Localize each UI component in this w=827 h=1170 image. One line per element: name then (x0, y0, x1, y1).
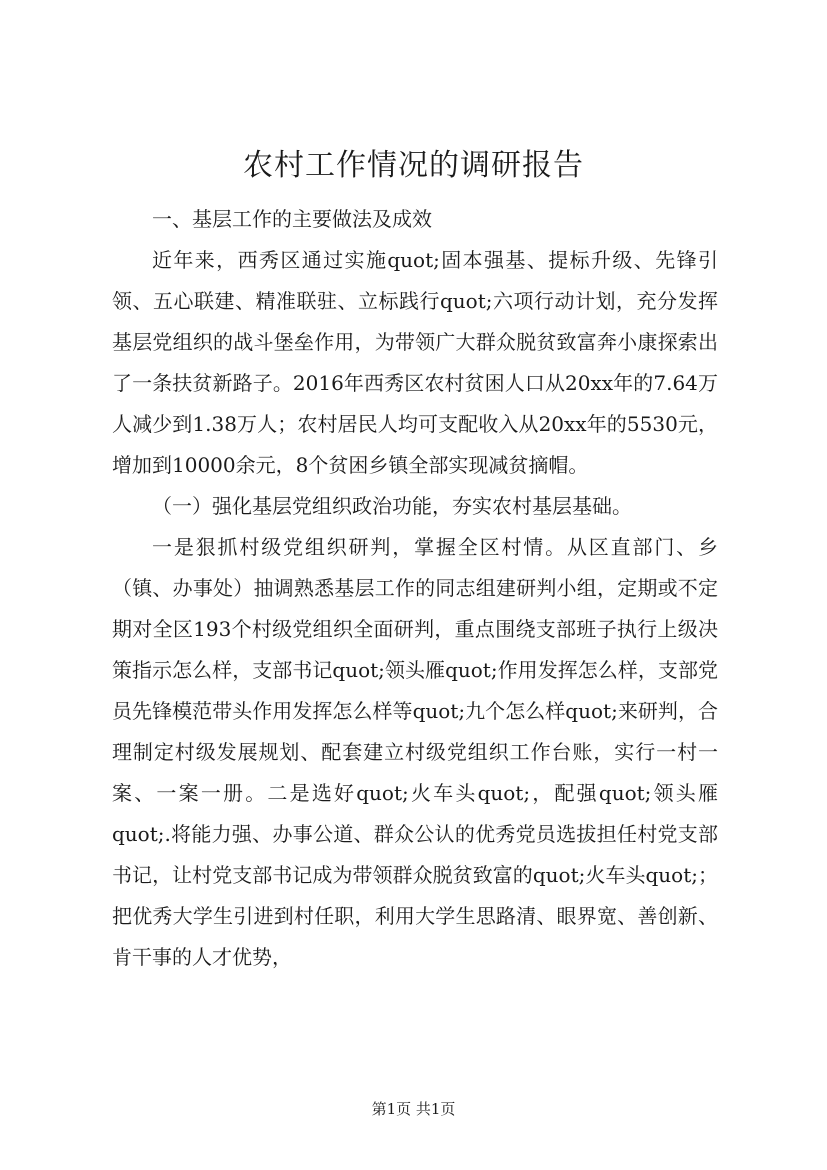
body-paragraph: 近年来，西秀区通过实施quot;固本强基、提标升级、先锋引领、五心联建、精准联驻、立标践行quot;六项行动计划，充分发挥基层党组织的战斗堡垒作用，为带领广大群众脱贫致富奔小康探索出了一条扶贫新路子。2016年西秀区农村贫困人口从20xx年的7.64万人减少到1.38万人；农村居民人均可支配收入从20xx年的5530元，增加到10000余元，8个贫困乡镇全部实现减贫摘帽。 (112, 248, 718, 477)
section-heading: 一、基层工作的主要做法及成效 (152, 207, 432, 231)
page-footer: 第1页 共1页 (371, 1100, 456, 1118)
body-paragraph: 一是狠抓村级党组织研判，掌握全区村情。从区直部门、乡（镇、办事处）抽调熟悉基层工作的同志组建研判小组，定期或不定期对全区193个村级党组织全面研判，重点围绕支部班子执行上级决策指示怎么样，支部书记quot;领头雁quot;作用发挥怎么样，支部党员先锋模范带头作用发挥怎么样等quot;九个怎么样quot;来研判，合理制定村级发展规划、配套建立村级党组织工作台账，实行一村一案、一案一册。二是选好quot;火车头quot;，配强quot;领头雁quot;.将能力强、办事公道、群众公认的优秀党员选拔担任村党支部书记，让村党支部书记成为带领群众脱贫致富的quot;火车头quot;；把优秀大学生引进到村任职，利用大学生思路清、眼界宽、善创新、肯干事的人才优势， (112, 535, 718, 969)
document-body (112, 199, 718, 978)
document-title: 农村工作情况的调研报告 (243, 148, 584, 183)
subsection-heading: （一）强化基层党组织政治功能，夯实农村基层基础。 (152, 494, 632, 518)
